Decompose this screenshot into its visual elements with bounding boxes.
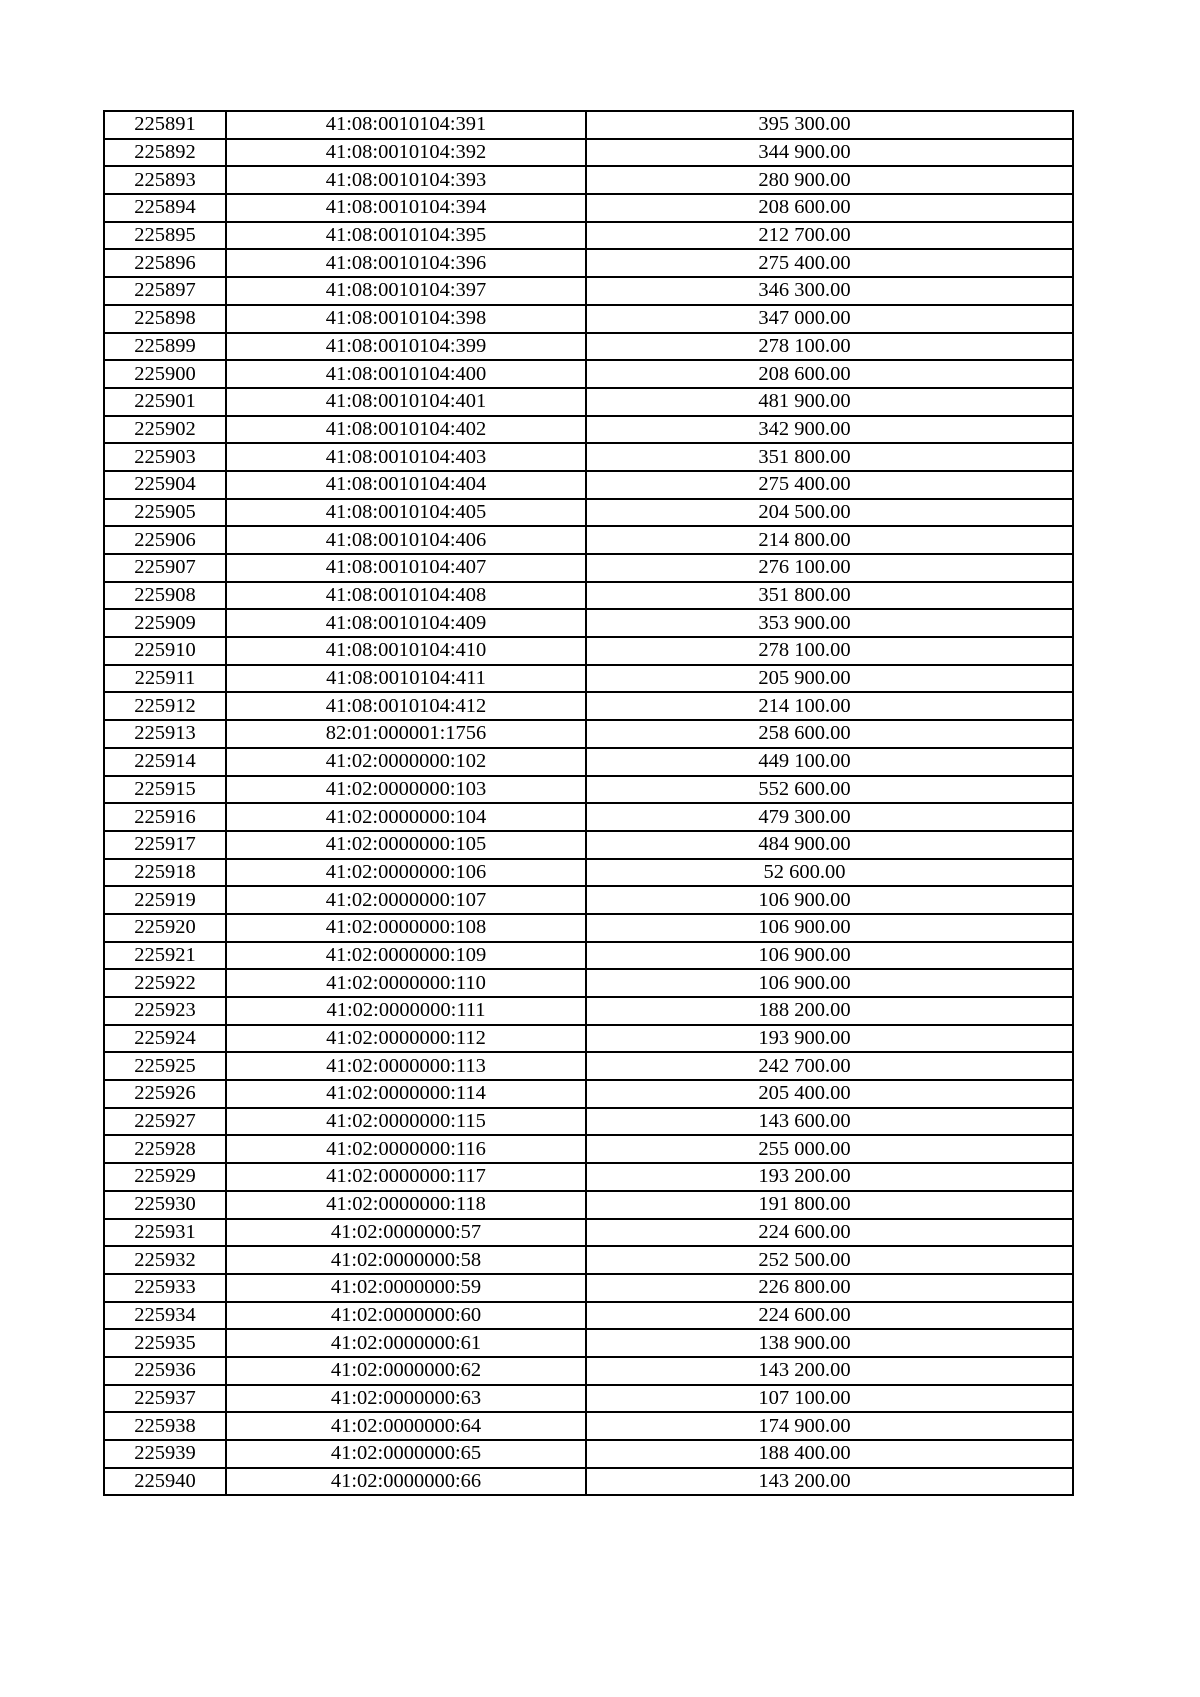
- row-id-cell: 225892: [104, 139, 226, 167]
- table-row: [104, 305, 1073, 333]
- row-id-cell: 225929: [104, 1163, 226, 1191]
- cadastral-number-cell: 41:02:0000000:102: [226, 748, 586, 776]
- cadastral-number-cell: 41:02:0000000:104: [226, 803, 586, 831]
- value-cell: 280 900.00: [586, 166, 1073, 194]
- cadastral-number-cell: 41:08:0010104:403: [226, 443, 586, 471]
- table-row: [104, 139, 1073, 167]
- table-row: [104, 526, 1073, 554]
- value-cell: 188 200.00: [586, 997, 1073, 1025]
- row-id-cell: 225928: [104, 1135, 226, 1163]
- table-row: [104, 1329, 1073, 1357]
- value-cell: 242 700.00: [586, 1052, 1073, 1080]
- value-cell: 353 900.00: [586, 609, 1073, 637]
- table-row: [104, 637, 1073, 665]
- row-id-cell: 225921: [104, 942, 226, 970]
- table-row: [104, 609, 1073, 637]
- row-id-cell: 225896: [104, 249, 226, 277]
- table-row: [104, 1246, 1073, 1274]
- cadastral-number-cell: 41:08:0010104:407: [226, 554, 586, 582]
- table-row: [104, 443, 1073, 471]
- value-cell: 106 900.00: [586, 969, 1073, 997]
- table-row: [104, 997, 1073, 1025]
- row-id-cell: 225934: [104, 1302, 226, 1330]
- row-id-cell: 225897: [104, 277, 226, 305]
- cadastral-number-cell: 41:02:0000000:64: [226, 1412, 586, 1440]
- cadastral-number-cell: 41:08:0010104:394: [226, 194, 586, 222]
- row-id-cell: 225914: [104, 748, 226, 776]
- cadastral-number-cell: 41:08:0010104:392: [226, 139, 586, 167]
- value-cell: 479 300.00: [586, 803, 1073, 831]
- row-id-cell: 225922: [104, 969, 226, 997]
- cadastral-number-cell: 41:02:0000000:110: [226, 969, 586, 997]
- cadastral-number-cell: 41:08:0010104:399: [226, 333, 586, 361]
- value-cell: 484 900.00: [586, 831, 1073, 859]
- row-id-cell: 225898: [104, 305, 226, 333]
- table-row: [104, 942, 1073, 970]
- row-id-cell: 225916: [104, 803, 226, 831]
- value-cell: 208 600.00: [586, 194, 1073, 222]
- value-cell: 344 900.00: [586, 139, 1073, 167]
- table-row: [104, 692, 1073, 720]
- cadastral-number-cell: 41:02:0000000:62: [226, 1357, 586, 1385]
- table-row: [104, 1191, 1073, 1219]
- cadastral-number-cell: 41:08:0010104:406: [226, 526, 586, 554]
- cadastral-number-cell: 41:08:0010104:404: [226, 471, 586, 499]
- row-id-cell: 225913: [104, 720, 226, 748]
- records-table: [103, 110, 1074, 1496]
- value-cell: 204 500.00: [586, 499, 1073, 527]
- row-id-cell: 225909: [104, 609, 226, 637]
- value-cell: 224 600.00: [586, 1219, 1073, 1247]
- row-id-cell: 225926: [104, 1080, 226, 1108]
- cadastral-number-cell: 41:08:0010104:396: [226, 249, 586, 277]
- value-cell: 224 600.00: [586, 1302, 1073, 1330]
- table-row: [104, 748, 1073, 776]
- row-id-cell: 225906: [104, 526, 226, 554]
- value-cell: 205 900.00: [586, 665, 1073, 693]
- row-id-cell: 225932: [104, 1246, 226, 1274]
- row-id-cell: 225902: [104, 416, 226, 444]
- row-id-cell: 225905: [104, 499, 226, 527]
- table-row: [104, 166, 1073, 194]
- value-cell: 346 300.00: [586, 277, 1073, 305]
- cadastral-number-cell: 41:08:0010104:409: [226, 609, 586, 637]
- row-id-cell: 225924: [104, 1025, 226, 1053]
- table-row: [104, 720, 1073, 748]
- table-row: [104, 1302, 1073, 1330]
- value-cell: 143 200.00: [586, 1357, 1073, 1385]
- cadastral-number-cell: 41:02:0000000:111: [226, 997, 586, 1025]
- value-cell: 193 900.00: [586, 1025, 1073, 1053]
- cadastral-number-cell: 41:02:0000000:105: [226, 831, 586, 859]
- table-row: [104, 1108, 1073, 1136]
- table-row: [104, 333, 1073, 361]
- row-id-cell: 225940: [104, 1468, 226, 1496]
- cadastral-number-cell: 41:02:0000000:114: [226, 1080, 586, 1108]
- value-cell: 138 900.00: [586, 1329, 1073, 1357]
- table-row: [104, 222, 1073, 250]
- value-cell: 212 700.00: [586, 222, 1073, 250]
- table-row: [104, 416, 1073, 444]
- cadastral-number-cell: 41:02:0000000:107: [226, 886, 586, 914]
- table-row: [104, 831, 1073, 859]
- value-cell: 106 900.00: [586, 886, 1073, 914]
- row-id-cell: 225920: [104, 914, 226, 942]
- value-cell: 174 900.00: [586, 1412, 1073, 1440]
- value-cell: 342 900.00: [586, 416, 1073, 444]
- cadastral-number-cell: 41:08:0010104:401: [226, 388, 586, 416]
- row-id-cell: 225891: [104, 111, 226, 139]
- table-row: [104, 360, 1073, 388]
- table-row: [104, 554, 1073, 582]
- value-cell: 278 100.00: [586, 333, 1073, 361]
- row-id-cell: 225911: [104, 665, 226, 693]
- value-cell: 275 400.00: [586, 249, 1073, 277]
- value-cell: 143 200.00: [586, 1468, 1073, 1496]
- row-id-cell: 225923: [104, 997, 226, 1025]
- value-cell: 351 800.00: [586, 443, 1073, 471]
- row-id-cell: 225900: [104, 360, 226, 388]
- value-cell: 205 400.00: [586, 1080, 1073, 1108]
- cadastral-number-cell: 41:08:0010104:391: [226, 111, 586, 139]
- value-cell: 449 100.00: [586, 748, 1073, 776]
- cadastral-number-cell: 41:08:0010104:408: [226, 582, 586, 610]
- row-id-cell: 225908: [104, 582, 226, 610]
- table-row: [104, 1052, 1073, 1080]
- cadastral-number-cell: 41:02:0000000:57: [226, 1219, 586, 1247]
- table-row: [104, 499, 1073, 527]
- cadastral-number-cell: 41:08:0010104:405: [226, 499, 586, 527]
- cadastral-number-cell: 41:08:0010104:412: [226, 692, 586, 720]
- row-id-cell: 225936: [104, 1357, 226, 1385]
- cadastral-number-cell: 41:02:0000000:118: [226, 1191, 586, 1219]
- value-cell: 275 400.00: [586, 471, 1073, 499]
- cadastral-number-cell: 41:02:0000000:65: [226, 1440, 586, 1468]
- table-row: [104, 1163, 1073, 1191]
- row-id-cell: 225912: [104, 692, 226, 720]
- row-id-cell: 225901: [104, 388, 226, 416]
- table-row: [104, 859, 1073, 887]
- row-id-cell: 225935: [104, 1329, 226, 1357]
- row-id-cell: 225918: [104, 859, 226, 887]
- table-row: [104, 388, 1073, 416]
- row-id-cell: 225907: [104, 554, 226, 582]
- table-row: [104, 1468, 1073, 1496]
- table-row: [104, 665, 1073, 693]
- table-row: [104, 1025, 1073, 1053]
- row-id-cell: 225903: [104, 443, 226, 471]
- value-cell: 278 100.00: [586, 637, 1073, 665]
- value-cell: 214 800.00: [586, 526, 1073, 554]
- cadastral-number-cell: 41:08:0010104:410: [226, 637, 586, 665]
- cadastral-number-cell: 82:01:000001:1756: [226, 720, 586, 748]
- table-row: [104, 914, 1073, 942]
- cadastral-number-cell: 41:02:0000000:115: [226, 1108, 586, 1136]
- cadastral-number-cell: 41:02:0000000:61: [226, 1329, 586, 1357]
- value-cell: 193 200.00: [586, 1163, 1073, 1191]
- value-cell: 107 100.00: [586, 1385, 1073, 1413]
- table-row: [104, 1412, 1073, 1440]
- cadastral-number-cell: 41:08:0010104:402: [226, 416, 586, 444]
- table-row: [104, 277, 1073, 305]
- table-row: [104, 1440, 1073, 1468]
- cadastral-number-cell: 41:02:0000000:66: [226, 1468, 586, 1496]
- table-row: [104, 194, 1073, 222]
- row-id-cell: 225915: [104, 776, 226, 804]
- table-row: [104, 582, 1073, 610]
- value-cell: 347 000.00: [586, 305, 1073, 333]
- table-row: [104, 111, 1073, 139]
- value-cell: 106 900.00: [586, 914, 1073, 942]
- value-cell: 214 100.00: [586, 692, 1073, 720]
- table-row: [104, 1385, 1073, 1413]
- value-cell: 188 400.00: [586, 1440, 1073, 1468]
- value-cell: 252 500.00: [586, 1246, 1073, 1274]
- cadastral-number-cell: 41:02:0000000:59: [226, 1274, 586, 1302]
- cadastral-number-cell: 41:08:0010104:400: [226, 360, 586, 388]
- cadastral-number-cell: 41:08:0010104:393: [226, 166, 586, 194]
- row-id-cell: 225937: [104, 1385, 226, 1413]
- value-cell: 208 600.00: [586, 360, 1073, 388]
- row-id-cell: 225894: [104, 194, 226, 222]
- table-row: [104, 471, 1073, 499]
- cadastral-number-cell: 41:02:0000000:108: [226, 914, 586, 942]
- value-cell: 258 600.00: [586, 720, 1073, 748]
- value-cell: 255 000.00: [586, 1135, 1073, 1163]
- cadastral-number-cell: 41:08:0010104:395: [226, 222, 586, 250]
- row-id-cell: 225917: [104, 831, 226, 859]
- value-cell: 52 600.00: [586, 859, 1073, 887]
- row-id-cell: 225927: [104, 1108, 226, 1136]
- table-row: [104, 969, 1073, 997]
- table-row: [104, 249, 1073, 277]
- table-row: [104, 1274, 1073, 1302]
- row-id-cell: 225930: [104, 1191, 226, 1219]
- value-cell: 276 100.00: [586, 554, 1073, 582]
- row-id-cell: 225910: [104, 637, 226, 665]
- table-row: [104, 1080, 1073, 1108]
- cadastral-number-cell: 41:02:0000000:117: [226, 1163, 586, 1191]
- cadastral-number-cell: 41:08:0010104:398: [226, 305, 586, 333]
- cadastral-number-cell: 41:02:0000000:109: [226, 942, 586, 970]
- row-id-cell: 225919: [104, 886, 226, 914]
- cadastral-number-cell: 41:02:0000000:103: [226, 776, 586, 804]
- value-cell: 226 800.00: [586, 1274, 1073, 1302]
- value-cell: 106 900.00: [586, 942, 1073, 970]
- row-id-cell: 225895: [104, 222, 226, 250]
- row-id-cell: 225938: [104, 1412, 226, 1440]
- table-row: [104, 1219, 1073, 1247]
- cadastral-number-cell: 41:02:0000000:58: [226, 1246, 586, 1274]
- cadastral-number-cell: 41:02:0000000:116: [226, 1135, 586, 1163]
- row-id-cell: 225893: [104, 166, 226, 194]
- value-cell: 351 800.00: [586, 582, 1073, 610]
- cadastral-number-cell: 41:02:0000000:63: [226, 1385, 586, 1413]
- value-cell: 143 600.00: [586, 1108, 1073, 1136]
- row-id-cell: 225939: [104, 1440, 226, 1468]
- cadastral-number-cell: 41:02:0000000:112: [226, 1025, 586, 1053]
- cadastral-number-cell: 41:02:0000000:106: [226, 859, 586, 887]
- table-row: [104, 776, 1073, 804]
- row-id-cell: 225904: [104, 471, 226, 499]
- row-id-cell: 225925: [104, 1052, 226, 1080]
- cadastral-number-cell: 41:08:0010104:397: [226, 277, 586, 305]
- cadastral-number-cell: 41:08:0010104:411: [226, 665, 586, 693]
- value-cell: 552 600.00: [586, 776, 1073, 804]
- value-cell: 395 300.00: [586, 111, 1073, 139]
- value-cell: 191 800.00: [586, 1191, 1073, 1219]
- table-row: [104, 1135, 1073, 1163]
- table-row: [104, 803, 1073, 831]
- table-row: [104, 1357, 1073, 1385]
- records-table-body: [104, 111, 1073, 1495]
- table-row: [104, 886, 1073, 914]
- row-id-cell: 225931: [104, 1219, 226, 1247]
- cadastral-number-cell: 41:02:0000000:113: [226, 1052, 586, 1080]
- value-cell: 481 900.00: [586, 388, 1073, 416]
- cadastral-number-cell: 41:02:0000000:60: [226, 1302, 586, 1330]
- row-id-cell: 225933: [104, 1274, 226, 1302]
- row-id-cell: 225899: [104, 333, 226, 361]
